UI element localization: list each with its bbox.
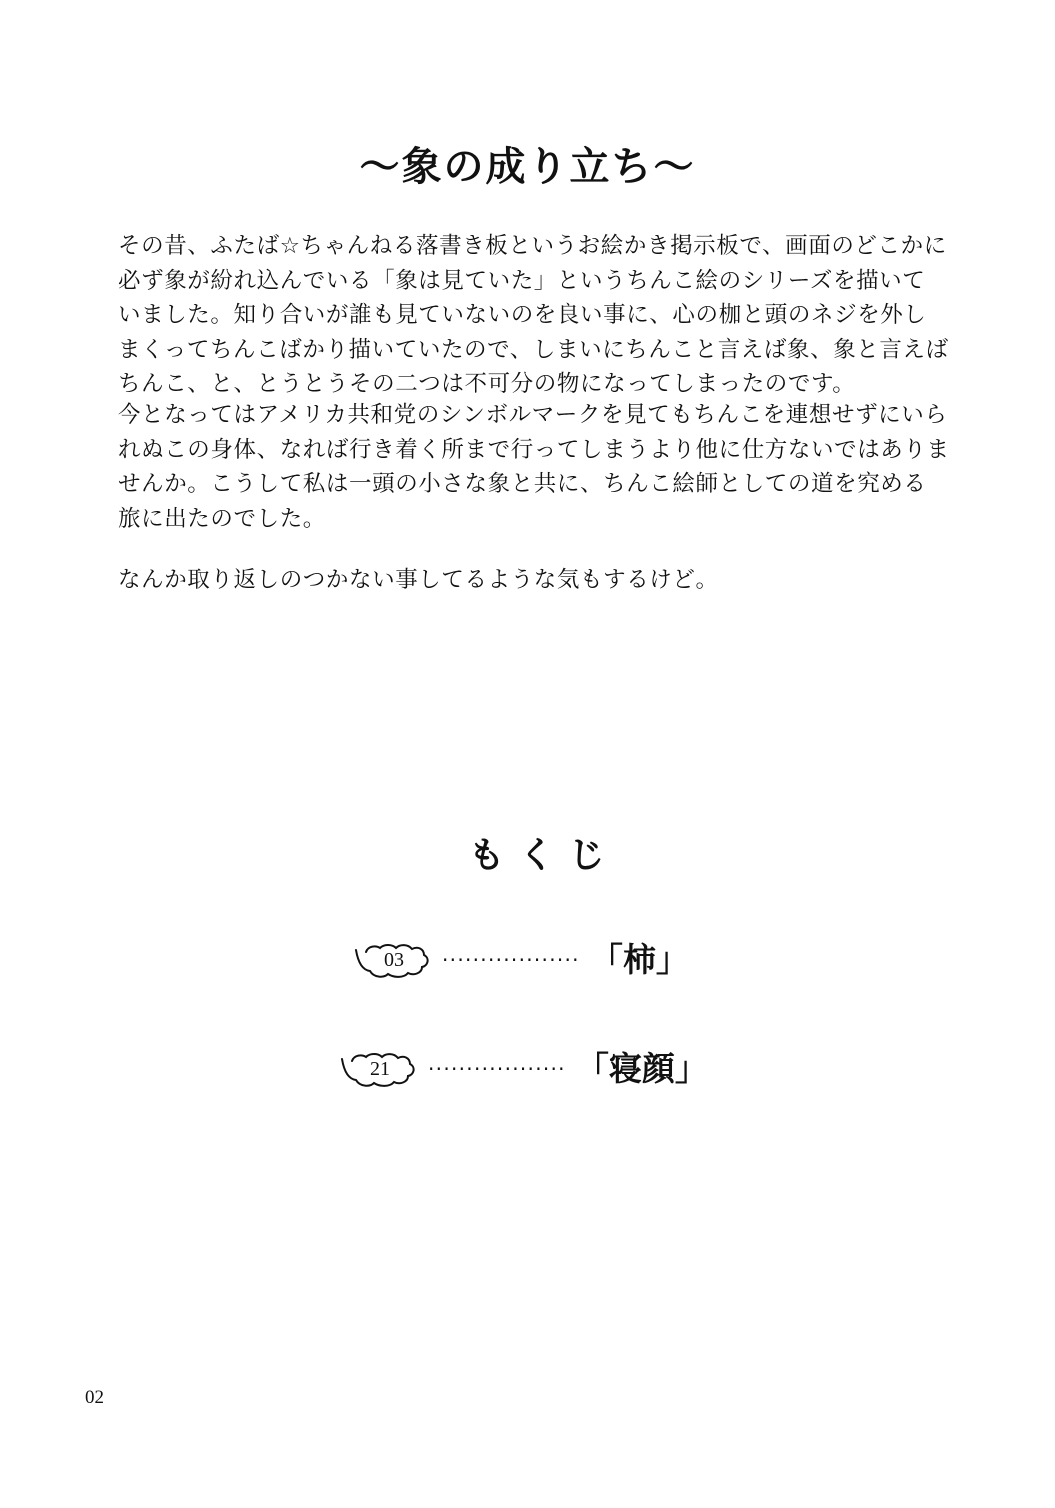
intro-paragraph-3 bbox=[118, 563, 938, 598]
toc-item-negao[interactable] bbox=[338, 1044, 708, 1094]
intro-paragraph-1 bbox=[118, 229, 949, 402]
page-number: 02 bbox=[85, 1387, 104, 1408]
toc-item-kaki[interactable] bbox=[352, 935, 689, 985]
intro-paragraph-2 bbox=[118, 398, 950, 536]
page-number-label: 03 bbox=[384, 949, 404, 971]
leader-dots: ·················· bbox=[428, 1057, 566, 1081]
paragraph-line: まくってちんこばかり描いていたので、しまいにちんこと言えば象、象と言えば bbox=[118, 336, 949, 363]
paragraph-line: れぬこの身体、なれば行き着く所まで行ってしまうより他に仕方ないではありま bbox=[118, 436, 950, 463]
paragraph-line: 今となってはアメリカ共和党のシンボルマークを見てもちんこを連想せずにいら bbox=[118, 402, 948, 428]
leader-dots: ·················· bbox=[442, 948, 580, 972]
paragraph-line: ちんこ、と、とうとうその二つは不可分の物になってしまったのです。 bbox=[118, 371, 856, 397]
paragraph-line: いました。知り合いが誰も見ていないのを良い事に、心の枷と頭のネジを外し bbox=[118, 302, 927, 328]
page-number-label: 21 bbox=[370, 1058, 390, 1080]
paragraph-line: その昔、ふたば☆ちゃんねる落書き板というお絵かき掲示板で、画面のどこかに bbox=[118, 233, 947, 259]
paragraph-line: せんか。こうして私は一頭の小さな象と共に、ちんこ絵師としての道を究める bbox=[118, 471, 927, 497]
chapter-title: 「柿」 bbox=[589, 940, 689, 979]
page-title: 〜象の成り立ち〜 bbox=[359, 144, 696, 190]
page-badge bbox=[352, 940, 430, 980]
paragraph-line: 旅に出たのでした。 bbox=[118, 505, 326, 532]
chapter-title: 「寝顔」 bbox=[575, 1049, 708, 1088]
toc-heading: もくじ bbox=[468, 835, 619, 876]
paragraph-line: なんか取り返しのつかない事してるような気もするけど。 bbox=[118, 567, 719, 593]
page-badge bbox=[338, 1049, 416, 1089]
paragraph-line: 必ず象が紛れ込んでいる「象は見ていた」というちんこ絵のシリーズを描いて bbox=[118, 267, 926, 294]
